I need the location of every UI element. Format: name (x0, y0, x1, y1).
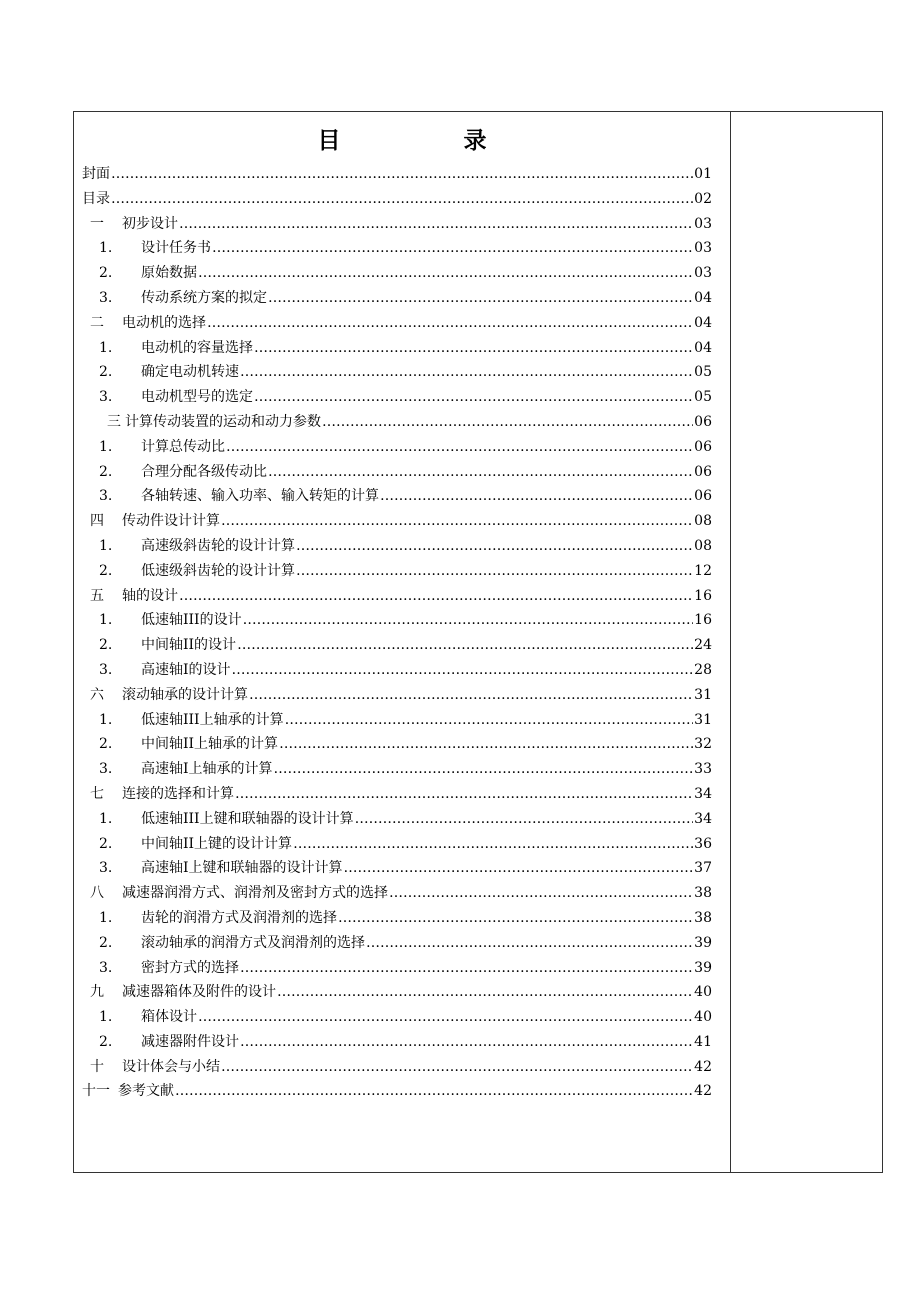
toc-entry[interactable] (82, 782, 712, 807)
dot-leader (221, 1055, 693, 1080)
entry-number: 四 (90, 513, 104, 530)
toc-entry[interactable] (82, 559, 712, 584)
dot-leader (279, 732, 693, 757)
toc-entry[interactable] (82, 162, 712, 187)
entry-number: 五 (90, 587, 104, 604)
dot-leader (293, 832, 693, 857)
entry-label: 齿轮的润滑方式及润滑剂的选择 (141, 909, 337, 926)
entry-label: 中间轴II上键的设计计算 (141, 835, 293, 852)
entry-label: 参考文献 (118, 1083, 174, 1100)
entry-label: 连接的选择和计算 (122, 785, 234, 802)
entry-number: 1. (99, 438, 113, 455)
entry-number: 2. (99, 364, 113, 381)
toc-entry[interactable] (82, 187, 712, 212)
entry-number: 2. (99, 835, 113, 852)
entry-label: 设计体会与小结 (122, 1058, 220, 1075)
dot-leader (221, 509, 693, 534)
dot-leader (338, 906, 693, 931)
entry-label: 轴的设计 (122, 587, 178, 604)
entry-number: 一 (90, 215, 104, 232)
entry-number: 六 (90, 686, 104, 703)
entry-label: 确定电动机转速 (141, 364, 239, 381)
dot-leader (111, 187, 693, 212)
entry-number: 2. (99, 1033, 113, 1050)
dot-leader (179, 584, 693, 609)
entry-label: 减速器润滑方式、润滑剂及密封方式的选择 (122, 885, 388, 902)
toc-entry[interactable] (82, 956, 712, 981)
dot-leader (366, 931, 693, 956)
entry-label: 滚动轴承的设计计算 (122, 686, 248, 703)
entry-page: 40 (694, 984, 712, 1001)
entry-page: 06 (694, 413, 712, 430)
entry-number: 1. (99, 339, 113, 356)
dot-leader (296, 534, 693, 559)
dot-leader (235, 782, 693, 807)
dot-leader (111, 162, 693, 187)
entry-number: 1. (99, 612, 113, 629)
toc-entry[interactable] (82, 360, 712, 385)
toc-table (73, 111, 883, 1173)
entry-page: 40 (694, 1009, 712, 1026)
toc-entry[interactable] (82, 980, 712, 1005)
dot-leader (380, 484, 693, 509)
entry-page: 39 (694, 959, 712, 976)
entry-label: 传动系统方案的拟定 (141, 289, 267, 306)
dot-leader (389, 881, 693, 906)
dot-leader (254, 385, 693, 410)
entry-label: 高速级斜齿轮的设计计算 (141, 537, 295, 554)
entry-number: 十 (90, 1058, 104, 1075)
toc-entry[interactable] (82, 236, 712, 261)
toc-entry[interactable] (82, 311, 712, 336)
entry-page: 42 (694, 1058, 712, 1075)
dot-leader (198, 1005, 693, 1030)
entry-number: 八 (90, 885, 104, 902)
toc-entry[interactable] (82, 1005, 712, 1030)
dot-leader (344, 856, 694, 881)
dot-leader (240, 1030, 693, 1055)
dot-leader (254, 336, 693, 361)
entry-page: 38 (694, 909, 712, 926)
entry-page: 24 (694, 637, 712, 654)
entry-number: 2. (99, 637, 113, 654)
entry-number: 3. (99, 661, 113, 678)
toc-entry[interactable] (82, 534, 712, 559)
entry-page: 04 (694, 289, 712, 306)
entry-page: 06 (694, 438, 712, 455)
entry-page: 05 (694, 364, 712, 381)
dot-leader (355, 807, 694, 832)
dot-leader (226, 435, 693, 460)
toc-entry[interactable] (82, 410, 712, 435)
entry-number: 2. (99, 463, 113, 480)
entry-label: 密封方式的选择 (141, 959, 239, 976)
entry-page: 28 (694, 661, 712, 678)
dot-leader (322, 410, 693, 435)
dot-leader (212, 236, 693, 261)
dot-leader (274, 757, 694, 782)
toc-entry[interactable] (82, 286, 712, 311)
entry-label: 低速轴III上键和联轴器的设计计算 (141, 810, 354, 827)
entry-label: 初步设计 (122, 215, 178, 232)
entry-label: 目录 (82, 190, 110, 207)
entry-page: 08 (694, 537, 712, 554)
entry-label: 计算传动装置的运动和动力参数 (125, 413, 321, 430)
entry-number: 1. (99, 1009, 113, 1026)
toc-entry[interactable] (82, 435, 712, 460)
entry-page: 03 (694, 240, 712, 257)
toc-entry[interactable] (82, 385, 712, 410)
entry-page: 41 (694, 1033, 712, 1050)
entry-number: 1. (99, 810, 113, 827)
toc-entry[interactable] (82, 732, 712, 757)
dot-leader (296, 559, 693, 584)
entry-page: 37 (694, 860, 712, 877)
entry-label: 传动件设计计算 (122, 513, 220, 530)
dot-leader (240, 956, 693, 981)
entry-page: 03 (694, 215, 712, 232)
entry-page: 04 (694, 339, 712, 356)
toc-entry[interactable] (82, 336, 712, 361)
toc-entry[interactable] (82, 856, 712, 881)
entry-page: 12 (694, 562, 712, 579)
entry-page: 38 (694, 885, 712, 902)
dot-leader (198, 261, 693, 286)
dot-leader (237, 633, 693, 658)
dot-leader (268, 460, 693, 485)
entry-number: 3. (99, 289, 113, 306)
entry-number: 1. (99, 537, 113, 554)
entry-page: 36 (694, 835, 712, 852)
entry-page: 04 (694, 314, 712, 331)
entry-page: 42 (694, 1083, 712, 1100)
toc-entry[interactable] (82, 658, 712, 683)
toc-list (82, 162, 712, 1104)
entry-label: 封面 (82, 166, 110, 182)
toc-entry[interactable] (82, 757, 712, 782)
entry-number: 1. (99, 711, 113, 728)
entry-number: 1. (99, 909, 113, 926)
entry-page: 39 (694, 934, 712, 951)
entry-label: 低速轴III的设计 (141, 612, 242, 629)
dot-leader (243, 608, 694, 633)
dot-leader (285, 708, 694, 733)
toc-entry[interactable] (82, 509, 712, 534)
entry-page: 06 (694, 488, 712, 505)
toc-entry[interactable] (82, 1079, 712, 1104)
entry-page: 05 (694, 389, 712, 406)
entry-page: 01 (694, 166, 712, 182)
entry-label: 电动机的选择 (122, 314, 206, 331)
dot-leader (268, 286, 693, 311)
entry-number: 2. (99, 736, 113, 753)
toc-entry[interactable] (82, 906, 712, 931)
toc-entry[interactable] (82, 261, 712, 286)
dot-leader (175, 1079, 693, 1104)
toc-entry[interactable] (82, 1030, 712, 1055)
entry-page: 33 (694, 761, 712, 778)
toc-entry[interactable] (82, 484, 712, 509)
entry-label: 减速器附件设计 (141, 1033, 239, 1050)
entry-label: 中间轴II上轴承的计算 (141, 736, 279, 753)
entry-number: 十一 (82, 1083, 110, 1100)
column-divider (730, 112, 731, 1172)
entry-page: 31 (694, 686, 712, 703)
entry-label: 高速轴I上轴承的计算 (141, 761, 273, 778)
entry-number: 3. (99, 389, 113, 406)
entry-number: 二 (90, 314, 104, 331)
toc-entry[interactable] (82, 633, 712, 658)
toc-entry[interactable] (82, 584, 712, 609)
toc-entry[interactable] (82, 212, 712, 237)
entry-label: 电动机型号的选定 (141, 389, 253, 406)
entry-number: 三 (107, 413, 121, 430)
dot-leader (207, 311, 693, 336)
toc-entry[interactable] (82, 460, 712, 485)
entry-number: 2. (99, 562, 113, 579)
toc-entry[interactable] (82, 683, 712, 708)
toc-entry[interactable] (82, 881, 712, 906)
entry-label: 各轴转速、输入功率、输入转矩的计算 (141, 488, 379, 505)
dot-leader (277, 980, 693, 1005)
dot-leader (232, 658, 694, 683)
dot-leader (240, 360, 693, 385)
dot-leader (179, 212, 693, 237)
entry-label: 低速轴III上轴承的计算 (141, 711, 284, 728)
toc-entry[interactable] (82, 832, 712, 857)
entry-label: 合理分配各级传动比 (141, 463, 267, 480)
entry-label: 中间轴II的设计 (141, 637, 237, 654)
entry-number: 3. (99, 488, 113, 505)
entry-number: 3. (99, 761, 113, 778)
entry-label: 减速器箱体及附件的设计 (122, 984, 276, 1001)
entry-label: 计算总传动比 (141, 438, 225, 455)
entry-number: 3. (99, 959, 113, 976)
entry-page: 31 (694, 711, 712, 728)
entry-number: 1. (99, 240, 113, 257)
entry-page: 16 (694, 587, 712, 604)
entry-label: 低速级斜齿轮的设计计算 (141, 562, 295, 579)
toc-entry[interactable] (82, 708, 712, 733)
entry-label: 箱体设计 (141, 1009, 197, 1026)
toc-entry[interactable] (82, 608, 712, 633)
entry-page: 06 (694, 463, 712, 480)
entry-label: 滚动轴承的润滑方式及润滑剂的选择 (141, 934, 365, 951)
entry-number: 七 (90, 785, 104, 802)
entry-page: 02 (694, 190, 712, 207)
entry-page: 03 (694, 265, 712, 282)
entry-number: 2. (99, 934, 113, 951)
entry-label: 电动机的容量选择 (141, 339, 253, 356)
entry-label: 高速轴I的设计 (141, 661, 231, 678)
dot-leader (249, 683, 693, 708)
entry-number: 九 (90, 984, 104, 1001)
entry-page: 32 (694, 736, 712, 753)
entry-label: 原始数据 (141, 265, 197, 282)
entry-label: 设计任务书 (141, 240, 211, 257)
toc-entry[interactable] (82, 807, 712, 832)
entry-page: 16 (694, 612, 712, 629)
entry-label: 高速轴I上键和联轴器的设计计算 (141, 860, 343, 877)
entry-number: 2. (99, 265, 113, 282)
page-title: 目 录 (317, 127, 537, 154)
entry-number: 3. (99, 860, 113, 877)
entry-page: 08 (694, 513, 712, 530)
entry-page: 34 (694, 810, 712, 827)
toc-entry[interactable] (82, 931, 712, 956)
toc-entry[interactable] (82, 1055, 712, 1080)
entry-page: 34 (694, 785, 712, 802)
